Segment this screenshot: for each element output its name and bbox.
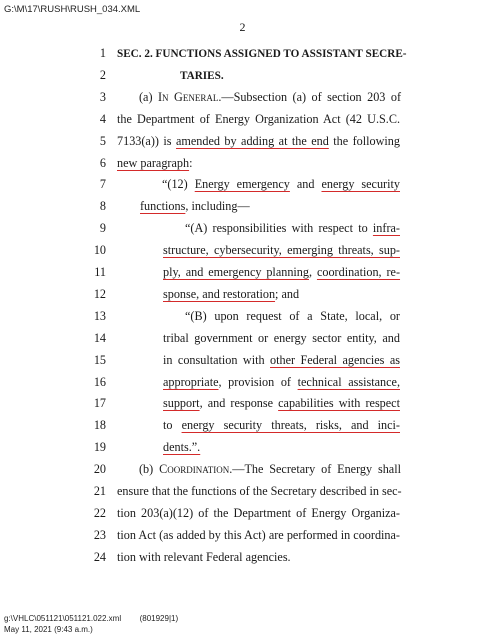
line-text [162, 173, 400, 195]
line-number: 18 [93, 418, 106, 433]
underlined-text: functions [140, 199, 186, 214]
underlined-text: support [163, 396, 200, 411]
line-16 [0, 371, 485, 393]
underlined-text: infra- [372, 221, 400, 236]
text-segment: , and response [199, 396, 279, 411]
underlined-text: ply, and emergency planning [163, 265, 309, 279]
line-number: 11 [94, 265, 106, 279]
line-text [185, 217, 400, 239]
line-5 [0, 130, 485, 152]
line-text [117, 524, 400, 546]
line-number: 15 [93, 352, 106, 367]
line-number: 5 [99, 133, 106, 148]
line-number: 6 [99, 155, 106, 170]
footer-code: (801929|1) [139, 614, 179, 623]
line-text [117, 546, 291, 568]
line-text [163, 392, 400, 414]
line-text [117, 152, 192, 174]
text-segment: (b) [139, 462, 160, 477]
line-9 [0, 217, 485, 239]
text-segment: the following [328, 133, 400, 148]
line-22 [0, 502, 485, 524]
line-number: 8 [99, 199, 106, 214]
line-24 [0, 546, 485, 568]
text-segment: tion Act (as added by this Act) are performed in coordina- [117, 527, 400, 542]
underlined-text: technical assistance, [297, 374, 400, 389]
footer-path [4, 614, 178, 623]
line-4 [0, 108, 485, 130]
text-segment: tion with relevant Federal agencies. [117, 549, 291, 564]
text-segment: “(B) upon request of a State, local, or [185, 308, 400, 323]
line-number: 21 [93, 484, 106, 498]
line-19 [0, 436, 485, 458]
line-text [117, 108, 400, 130]
line-text [163, 239, 400, 261]
underlined-text: capabilities with respect [278, 396, 400, 411]
underlined-text: amended by adding at the end [175, 133, 329, 148]
underlined-text: dents.”. [163, 440, 201, 455]
text-segment: and [289, 177, 322, 192]
underlined-text: sponse, and restoration [163, 286, 276, 301]
footer-file: g:\VHLC\051121\051121.022.xml [4, 614, 122, 623]
line-number: 17 [93, 396, 106, 411]
line-number: 22 [93, 505, 106, 520]
line-number: 7 [99, 177, 106, 192]
line-text [180, 64, 224, 87]
line-number: 10 [93, 243, 106, 258]
text-segment: , [309, 265, 317, 279]
underlined-text: new paragraph [117, 155, 190, 170]
line-text [163, 327, 400, 349]
line-21 [0, 480, 485, 502]
line-17 [0, 392, 485, 414]
line-3 [0, 86, 485, 108]
underlined-text: coordination, re- [316, 265, 401, 279]
text-segment: .—Subsection (a) of section 203 of [218, 89, 402, 104]
line-number: 9 [99, 221, 106, 236]
heading-text: In General [158, 89, 219, 104]
text-segment: TARIES. [180, 69, 224, 82]
text-segment: to [163, 418, 182, 433]
line-text [117, 130, 400, 152]
line-text [163, 414, 400, 436]
line-11 [0, 261, 485, 283]
line-number: 24 [93, 549, 106, 564]
text-segment: ; and [275, 286, 300, 301]
line-number: 14 [93, 330, 106, 345]
line-text [185, 305, 400, 327]
line-2 [0, 64, 485, 86]
line-number: 19 [93, 440, 106, 455]
underlined-text: structure, cybersecurity, emerging threats, sup- [163, 243, 400, 258]
line-12 [0, 283, 485, 305]
text-segment: : [189, 155, 193, 170]
footer-date: May 11, 2021 (9:43 a.m.) [4, 625, 93, 634]
line-number: 1 [99, 46, 106, 60]
line-text [117, 480, 400, 502]
file-path-header: G:\M\17\RUSH\RUSH_034.XML [4, 4, 141, 15]
line-number: 4 [99, 111, 106, 126]
text-segment: in consultation with [163, 352, 271, 367]
text-segment: the Department of Energy Organization Act (42 U.S.C. [117, 111, 400, 126]
line-number: 2 [99, 67, 106, 82]
line-text [117, 42, 407, 65]
line-number: 23 [93, 527, 106, 542]
line-6 [0, 152, 485, 174]
line-text [163, 261, 400, 283]
line-number: 3 [99, 89, 106, 104]
text-segment: (a) [139, 89, 158, 104]
text-segment: SEC. 2. FUNCTIONS ASSIGNED TO ASSISTANT SECRE- [117, 48, 407, 60]
text-segment: ensure that the functions of the Secretary described in sec- [117, 484, 402, 498]
line-13 [0, 305, 485, 327]
text-segment: .—The Secretary of Energy shall [229, 462, 401, 477]
line-number: 20 [93, 462, 106, 477]
line-text [163, 436, 200, 458]
text-segment: “(A) responsibilities with respect to [185, 221, 373, 236]
line-7 [0, 173, 485, 195]
underlined-text: energy security [321, 177, 400, 192]
text-segment: “(12) [162, 177, 195, 192]
line-8 [0, 195, 485, 217]
line-text [139, 458, 401, 480]
line-18 [0, 414, 485, 436]
text-segment: tribal government or energy sector entity, and [163, 330, 400, 345]
line-number: 12 [93, 286, 106, 301]
line-23 [0, 524, 485, 546]
line-text [117, 502, 400, 524]
line-text [140, 195, 250, 217]
line-text [163, 283, 299, 305]
line-15 [0, 349, 485, 371]
page-number: 2 [239, 20, 246, 34]
heading-text: Coordination [159, 462, 230, 477]
line-text [163, 349, 400, 371]
line-20 [0, 458, 485, 480]
underlined-text: appropriate [163, 374, 219, 389]
line-text [139, 86, 401, 108]
text-segment: 7133(a)) is [117, 133, 176, 148]
text-segment: , including— [185, 199, 250, 214]
line-14 [0, 327, 485, 349]
line-text [163, 371, 400, 393]
text-segment: , provision of [218, 374, 298, 389]
line-10 [0, 239, 485, 261]
line-number: 16 [93, 374, 106, 389]
text-segment: tion 203(a)(12) of the Department of Energy Organiza- [117, 505, 400, 520]
underlined-text: other Federal agencies as [270, 352, 400, 367]
line-1 [0, 42, 485, 64]
line-number: 13 [93, 308, 106, 323]
underlined-text: energy security threats, risks, and inci- [181, 418, 400, 433]
underlined-text: Energy emergency [194, 177, 290, 192]
